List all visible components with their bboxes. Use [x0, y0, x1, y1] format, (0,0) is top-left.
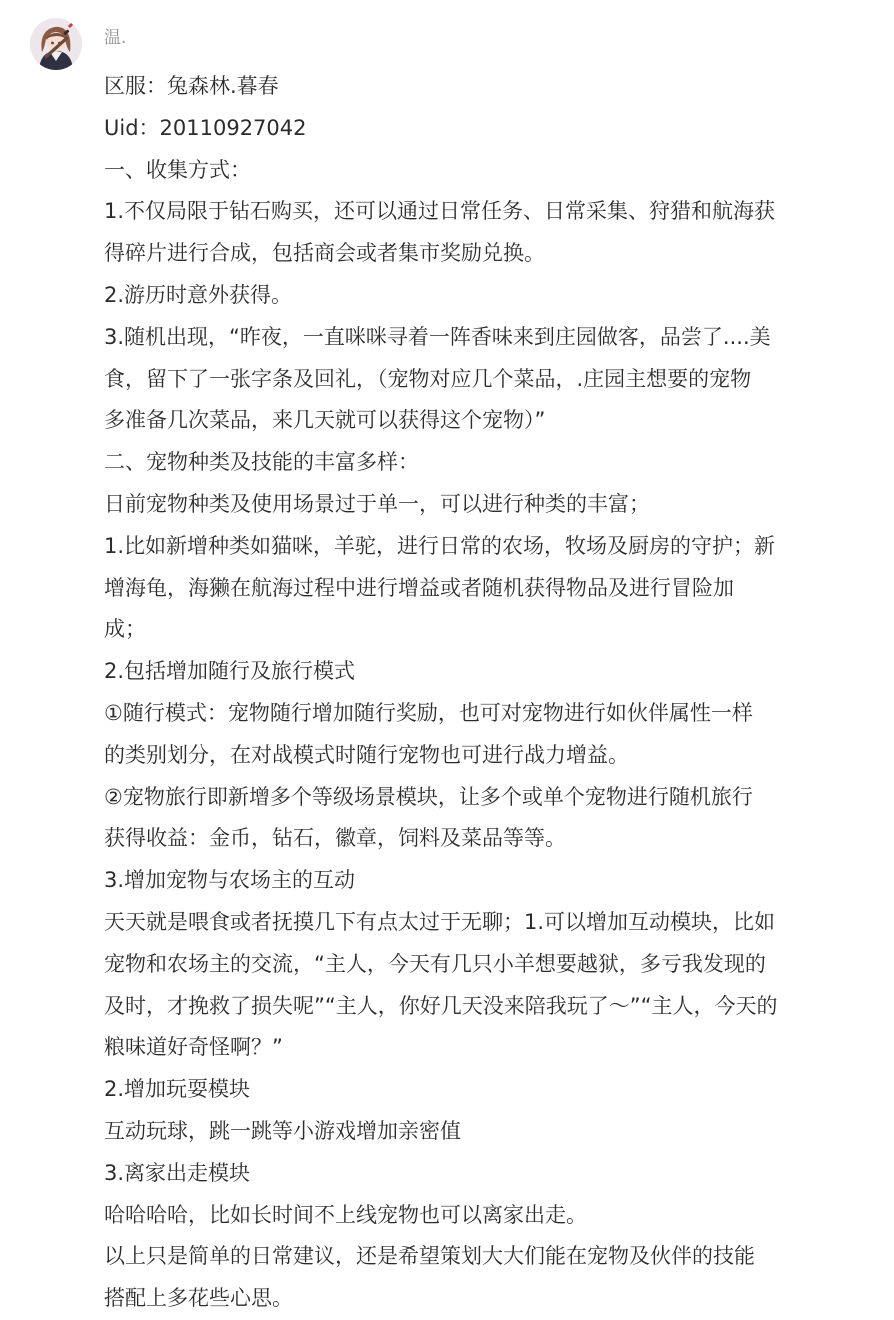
paragraph-line: 粮味道好奇怪啊？”	[104, 1035, 283, 1060]
paragraph-line: 2.增加玩耍模块	[104, 1077, 251, 1102]
paragraph-line: 1.比如新增种类如猫咪，羊驼，进行日常的农场，牧场及厨房的守护；新	[104, 533, 776, 558]
paragraph-line: ②宠物旅行即新增多个等级场景模块，让多个或单个宠物进行随机旅行	[104, 784, 753, 809]
paragraph-line: 1.不仅局限于钻石购买，还可以通过日常任务、日常采集、狩猎和航海获	[104, 199, 776, 224]
anime-character-avatar-icon	[30, 18, 82, 70]
section-heading: 二、宠物种类及技能的丰富多样：	[104, 450, 419, 475]
username[interactable]: 温.	[104, 28, 127, 48]
paragraph-line: 宠物和农场主的交流，“主人，今天有几只小羊想要越狱，多亏我发现的	[104, 951, 766, 976]
paragraph-line: 及时，才挽救了损失呢”“主人，你好几天没来陪我玩了～”“主人，今天的	[104, 993, 778, 1018]
paragraph-line: 互动玩球，跳一跳等小游戏增加亲密值	[104, 1118, 461, 1143]
avatar[interactable]	[30, 18, 82, 70]
uid-line: Uid：20110927042	[104, 115, 307, 140]
paragraph-line: 天天就是喂食或者抚摸几下有点太过于无聊；1.可以增加互动模块，比如	[104, 909, 776, 934]
paragraph-line: ①随行模式：宠物随行增加随行奖励，也可对宠物进行如伙伴属性一样	[104, 700, 753, 725]
paragraph-line: 增海龟，海獭在航海过程中进行增益或者随机获得物品及进行冒险加	[104, 575, 734, 600]
paragraph-line: 获得收益：金币，钻石，徽章，饲料及菜品等等。	[104, 826, 566, 851]
paragraph-line: 2.游历时意外获得。	[104, 282, 293, 307]
paragraph-line: 搭配上多花些心思。	[104, 1286, 293, 1311]
paragraph-line: 哈哈哈哈，比如长时间不上线宠物也可以离家出走。	[104, 1202, 587, 1227]
paragraph-line: 3.增加宠物与农场主的互动	[104, 868, 356, 893]
paragraph-line: 3.随机出现，“昨夜，一直咪咪寻着一阵香味来到庄园做客，品尝了....美	[104, 324, 771, 349]
paragraph-line: 2.包括增加随行及旅行模式	[104, 659, 356, 684]
paragraph-line: 日前宠物种类及使用场景过于单一，可以进行种类的丰富；	[104, 491, 650, 516]
section-heading: 一、收集方式：	[104, 157, 251, 182]
paragraph-line: 食，留下了一张字条及回礼，（宠物对应几个菜品，.庄园主想要的宠物	[104, 366, 752, 391]
paragraph-line: 成；	[104, 617, 146, 642]
paragraph-line: 得碎片进行合成，包括商会或者集市奖励兑换。	[104, 241, 545, 266]
server-line: 区服：兔森林.暮春	[104, 74, 279, 98]
paragraph-line: 以上只是简单的日常建议，还是希望策划大大们能在宠物及伙伴的技能	[104, 1244, 755, 1269]
paragraph-line: 3.离家出走模块	[104, 1160, 251, 1185]
paragraph-line: 的类别划分，在对战模式时随行宠物也可进行战力增益。	[104, 742, 629, 767]
post-content	[104, 66, 874, 1320]
paragraph-line: 多准备几次菜品，来几天就可以获得这个宠物）”	[104, 408, 546, 433]
